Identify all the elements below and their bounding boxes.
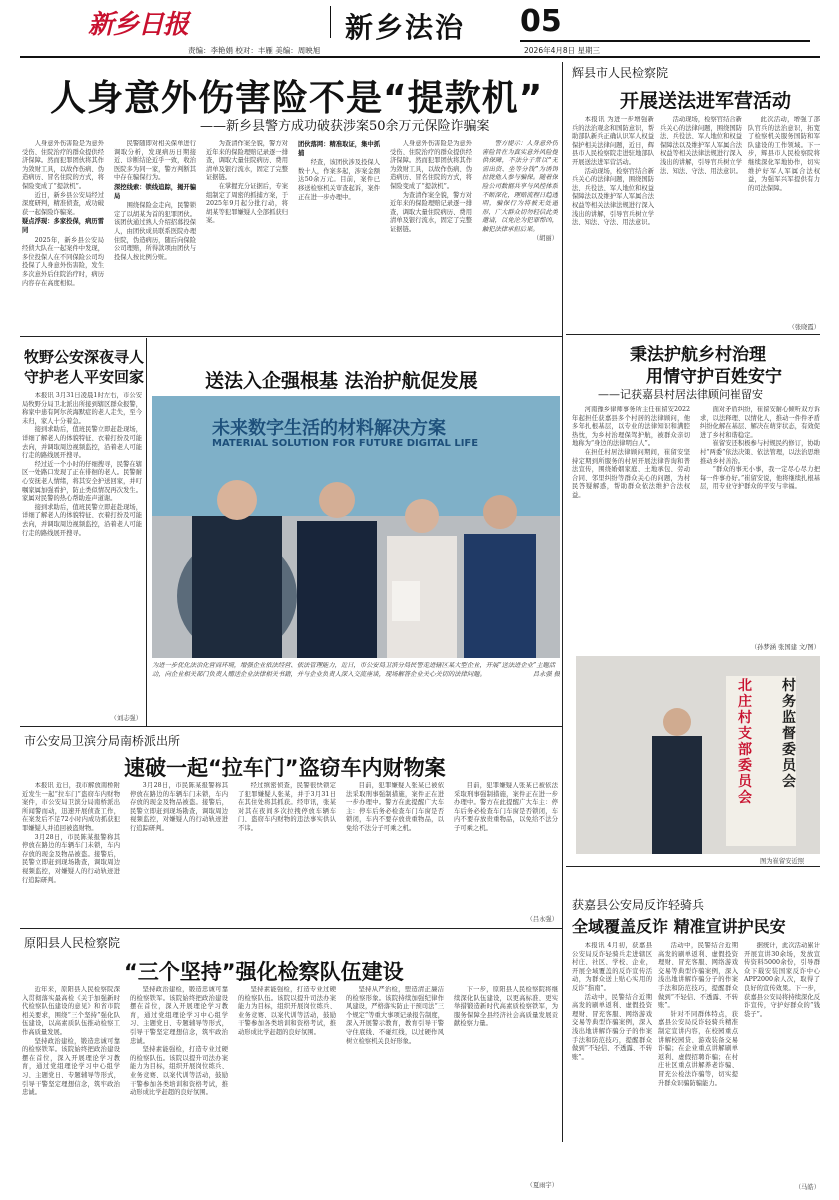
hui-col-2	[660, 116, 742, 318]
photo-caption-text: 为进一步优化法治化营商环境，增强企业依法经营、依法管理能力，近日，市公安局卫滨分局民警走进辖区某大型企业，开展“送法进企业”主题活动，向企业相关部门负责人赠送企业法律相关书籍，并与企业负责人深入交流座谈，现场解答企业关心关切的法律问题。	[152, 662, 556, 678]
huojia-para: 据统计，此次活动累计开展宣讲30余场，发放宣传资料5000余份，引导群众下载安装国家反诈中心APP2000余人次，取得了良好的宣传效果。下一步，获嘉县公安局将持续深化反诈宣传，守护好群众的“钱袋子”。	[744, 942, 820, 1018]
chuan-para: 目前，犯罪嫌疑人张某已被依法采取刑事强制措施，案件正在进一步办理中。警方在此提醒广大车主：停车后务必检查车门车窗是否锁闭，车内不要存放贵重物品，以免给不法分子可乘之机。	[346, 782, 444, 832]
chuan-author: （吕永强）	[526, 916, 558, 923]
chuan-para: 3月28日，市民陈某报警称其停放在路边的车辆车门未锁，车内存放的现金及物品被盗。接警后，民警立即赶到现场勘查，调取周边视频监控，对嫌疑人的行动轨迹进行追踪研判。	[22, 833, 120, 884]
chuan-para: 3月28日，市民陈某报警称其停放在路边的车辆车门未锁，车内存放的现金及物品被盗。接警后，民警立即赶到现场勘查，调取周边视频监控，对嫌疑人的行动轨迹进行追踪研判。	[130, 782, 228, 832]
newspaper-logo	[78, 4, 284, 38]
main-col-6	[482, 140, 558, 330]
huojia-kicker: 获嘉县公安局反诈轻骑兵	[572, 898, 705, 912]
main-para: 为查清作案全貌，警方对近年来的保险理赔记录逐一排查，调取大量住院病历、费用清单及银行流水，固定了完整证据链。	[390, 191, 472, 233]
muye-divider	[146, 338, 147, 726]
qin-para: 面对矛盾纠纷，崔留安耐心倾听双方诉求，以法释理、以情化人，推动一件件矛盾纠纷化解在基层、解决在萌芽状态，有效促进了乡村和谐稳定。	[700, 406, 820, 439]
yuan-para: 近年来，原阳县人民检察院深入贯彻落实最高检《关于加强新时代检察队伍建设的意见》和省市院相关要求，围绕“三个坚持”强化队伍建设，以高素质队伍推动检察工作高质量发展。	[22, 986, 120, 1036]
main-subheading: 深挖线索：锁线追踪，揭开骗局	[114, 183, 196, 200]
main-para: 为查清作案全貌，警方对近年来的保险理赔记录逐一排查，调取大量住院病历、费用清单及银行流水，固定了完整证据链。	[206, 140, 288, 182]
chuan-para: 目前，犯罪嫌疑人张某已被依法采取刑事强制措施，案件正在进一步办理中。警方在此提醒广大车主：停车后务必检查车门车窗是否锁闭，车内不要存放贵重物品，以免给不法分子可乘之机。	[454, 782, 558, 832]
huojia-col-3	[744, 942, 820, 1178]
muye-para: 接到求助后，值班民警立即赶赴现场，详细了解老人的体貌特征、衣着打扮及可能去向，并调取周边视频监控，沿着老人可能行走的路线展开搜寻。	[22, 503, 142, 537]
chuan-col-3	[238, 782, 336, 922]
main-para: 人身意外伤害险是为意外受伤、住院治疗的群众提供经济保障。然而犯罪团伙将其作为敛财工具，以故作伤病、伪造病历、冒名住院的方式，将保险变成了“提款机”。	[22, 140, 104, 190]
main-author: （胡丽）	[532, 234, 558, 242]
hui-para: 此次活动，增强了部队官兵的法治意识，拓宽了检察机关服务国防和军队建设的工作领域。下一步，辉县市人民检察院将继续深化军地协作，切实维护好军人军属合法权益，为强军兴军提供有力的司法保障。	[748, 116, 820, 192]
muye-title-2: 守护老人平安回家	[24, 368, 145, 386]
photo-image	[152, 396, 560, 658]
hui-author: （张晓霞）	[788, 324, 820, 331]
muye-author: （刘志强）	[110, 715, 142, 722]
muye-body	[22, 392, 142, 712]
huojia-col-1	[572, 942, 652, 1188]
section-rule-2	[20, 726, 562, 727]
main-col-5	[390, 140, 472, 330]
hui-kicker: 辉县市人民检察院	[572, 66, 669, 80]
photo-caption	[152, 662, 560, 718]
chuan-col-4	[346, 782, 444, 922]
masthead	[0, 0, 839, 62]
yuan-col-2	[130, 986, 228, 1186]
huojia-para: 活动中，民警结合近期高发的刷单返利、虚假投资理财、冒充客服、网络游戏交易等典型诈骗案例，深入浅出地讲解诈骗分子的作案手法和防范技巧，提醒群众做到“不轻信、不透露、不转账”。	[572, 993, 652, 1061]
hui-col-3	[748, 116, 820, 318]
chuan-col-1	[22, 782, 120, 922]
main-col-2	[114, 140, 196, 330]
main-para: 近日，新乡县公安局经过深度研判，精准侦查，成功破获一起保险诈骗案。	[22, 191, 104, 216]
qin-author: （孙梦涵 张国建 文/图）	[750, 644, 820, 651]
main-para: 在掌握充分证据后，专案组制定了周密的抓捕方案，于2025年9月起分批行动，将胡某等犯罪嫌疑人全部抓获归案。	[206, 182, 288, 225]
qin-para: “群众的事无小事，我一定尽心尽力把每一件事办好。”崔留安说，他将继续扎根基层，用专业守护群众的平安与幸福。	[700, 466, 820, 491]
main-para: 经查，该团伙涉及投保人数十人，作案多起，涉案金额达50余万元。目前，案件已移送检察机关审查起诉，案件正在进一步办理中。	[298, 159, 380, 201]
right-rule-1	[566, 334, 820, 335]
muye-para: 接到求助后，值班民警立即赶赴现场，详细了解老人的体貌特征、衣着打扮及可能去向，并调取周边视频监控，沿着老人可能行走的路线展开搜寻。	[22, 426, 142, 460]
yuan-col-4	[346, 986, 444, 1186]
hui-title: 开展送法进军营活动	[620, 90, 792, 112]
chuan-col-5	[454, 782, 558, 912]
huojia-title: 全域覆盖反诈 精准宣讲护民安	[572, 917, 786, 936]
section-title: 新乡法治	[345, 11, 466, 44]
qin-para: 在担任村居法律顾问期间，崔留安坚持定期到所服务的村居开展法律咨询和普法宣传，围绕婚姻家庭、土地承包、劳动合同、邻里纠纷等群众关心的问题，为村民答疑解惑，帮助群众依法维护合法权益。	[572, 448, 690, 499]
main-col-1	[22, 140, 104, 330]
section-rule-1	[20, 336, 562, 337]
masthead-rule	[20, 56, 820, 58]
huojia-para: 活动中，民警结合近期高发的刷单返利、虚假投资理财、冒充客服、网络游戏交易等典型诈骗案例，深入浅出地讲解诈骗分子的作案手法和防范技巧，提醒群众做到“不轻信、不透露、不转账”。	[658, 942, 738, 1010]
hui-para: 活动现场，检察官结合新兵关心的法律问题，围绕国防法、兵役法、军人地位和权益保障法以及维护军人军属合法权益等相关法律法规进行深入浅出的讲解，引导官兵树立学法、知法、守法、用法意识。	[572, 167, 654, 227]
yuan-title: “三个坚持”强化检察队伍建设	[124, 960, 404, 984]
main-para: 围绕保险金走向，民警锁定了以胡某为首的犯罪团伙。该团伙通过熟人介绍招募投保人，由团伙成员联系医院办理住院，伪造病历，随后向保险公司理赔，所得款项由团伙与投保人按比例分赃。	[114, 202, 196, 261]
right-rule-2	[566, 866, 820, 867]
yuan-para: 坚持政治建检，锻造忠诚可靠的检察铁军。该院始终把政治建设摆在首位，深入开展理论学习教育，通过党组理论学习中心组学习、主题党日、专题辅导等形式，引导干警坚定理想信念，筑牢政治忠诚。	[22, 1037, 120, 1097]
photo-banner-text: 未来数字生活的材料解决方案	[212, 418, 446, 439]
muye-para: 经过近一个小时的仔细搜寻，民警在辖区一处路口发现了正在徘徊的老人。民警耐心安抚老人情绪，将其安全护送回家，并叮嘱家属加强看护，防止类似情况再次发生。家属对民警的热心帮助连声道谢。	[22, 460, 142, 503]
main-para: 2025年，新乡县公安局经侦大队在一起案件中发现，多位投保人在不同保险公司均投保了人身意外伤害险，发生多次意外后住院治疗时，病历内容存在高度相似。	[22, 236, 104, 287]
yuan-col-1	[22, 986, 120, 1186]
chuan-kicker: 市公安局卫滨分局南桥派出所	[24, 734, 181, 748]
main-para: 人身意外伤害险是为意外受伤、住院治疗的群众提供经济保障。然而犯罪团伙将其作为敛财工具，以故作伤病、伪造病历、冒名住院的方式，将保险变成了“提款机”。	[390, 140, 472, 190]
yuan-para: 坚持素能强检，打造专业过硬的检察队伍。该院以提升司法办案能力为目标，组织开展岗位练兵、业务竞赛、以案代训等活动，鼓励干警参加各类培训和资格考试，推动形成比学赶超的良好氛围。	[238, 986, 336, 1036]
yuan-para: 坚持素能强检，打造专业过硬的检察队伍。该院以提升司法办案能力为目标，组织开展岗位练兵、业务竞赛、以案代训等活动，鼓励干警参加各类培训和资格考试，推动形成比学赶超的良好氛围。	[130, 1046, 228, 1097]
hui-para: 活动现场，检察官结合新兵关心的法律问题，围绕国防法、兵役法、军人地位和权益保障法以及维护军人军属合法权益等相关法律法规进行深入浅出的讲解，引导官兵树立学法、知法、守法、用法意识。	[660, 116, 742, 175]
main-subtitle: ——新乡县警方成功破获涉案50余万元保险诈骗案	[200, 119, 490, 134]
logo-text: 新乡日报	[88, 10, 189, 40]
photo-banner-text-en: MATERIAL SOLUTION FOR FUTURE DIGITAL LIFE	[212, 438, 479, 449]
qin-para: 崔留安还积极参与村规民约修订，协助村“两委”依法决策、依法管理，以法治思维推动乡村善治。	[700, 440, 820, 465]
huojia-para: 针对不同群体特点，获嘉县公安局反诈轻骑兵精准制定宣讲内容，在校园重点讲解校园贷、游戏装备交易诈骗；在企业重点讲解刷单返利、虚假招聘诈骗；在村庄社区重点讲解养老诈骗、冒充公检法诈骗等，切实提升群众识骗防骗能力。	[658, 1010, 738, 1087]
chuan-col-2	[130, 782, 228, 922]
huojia-para: 本报讯 4月初，获嘉县公安局反诈轻骑兵走进辖区村庄、社区、学校、企业，开展全域覆盖的反诈宣传活动，为群众送上贴心实用的反诈“指南”。	[572, 942, 652, 992]
issue-date: 2026年4月8日 星期三	[524, 46, 601, 55]
hui-col-1	[572, 116, 654, 318]
section-rule-3	[20, 928, 562, 929]
chuan-title: 速破一起“拉车门”盗窃车内财物案	[124, 756, 446, 780]
main-subheading: 疑点浮现：多家投保，病历雷同	[22, 218, 104, 234]
chuan-para: 经过缜密侦查，民警很快锁定了犯罪嫌疑人张某，并于3月31日在其住处将其抓获。经审讯，张某对其在夜间多次拉拽停放车辆车门、盗窃车内财物的违法事实供认不讳。	[238, 782, 336, 832]
masthead-divider	[330, 6, 331, 38]
qin-para: 河南豫乡律师事务所主任崔留安2022年起担任获嘉县多个村居的法律顾问，他多年扎根基层，以专业的法律知识和满腔热忱，为乡村治理保驾护航，被群众亲切地称为“身边的法律明白人”。	[572, 406, 690, 448]
page-number: 05	[520, 4, 562, 39]
yuan-para: 坚持政治建检，锻造忠诚可靠的检察铁军。该院始终把政治建设摆在首位，深入开展理论学习教育，通过党组理论学习中心组学习、主题党日、专题辅导等形式，引导干警坚定理想信念，筑牢政治忠诚。	[130, 986, 228, 1045]
muye-title-1: 牧野公安深夜寻人	[24, 348, 145, 366]
qin-photo-banner-2: 北庄村支部委员会	[738, 678, 752, 806]
hui-para: 本报讯 为进一步增强新兵的法治观念和国防意识，帮助部队新兵正确认识军人权益保护相关法律问题，近日，辉县市人民检察院走进驻地部队开展送法进军营活动。	[572, 116, 654, 166]
main-headline: 人身意外伤害险不是“提款机”	[50, 78, 544, 119]
yuan-para: 下一步，原阳县人民检察院将继续深化队伍建设，以更高标准、更实举措锻造新时代高素质检察铁军，为服务保障全县经济社会高质量发展贡献检察力量。	[454, 986, 558, 1028]
qin-photo	[576, 656, 820, 854]
police-note: 警方提示：人身意外伤害险旨在为真实意外风险提供保障，不法分子常以“无需出资、坐等分钱”为诱饵拉拢他人参与骗保。随着保险公司数据共享与风控体系不断深化，理赔流程日趋透明，骗保行为将被无处遁形，广大群众切勿轻信此类邀请，以免沦为犯罪帮凶，触犯法律承担后果。	[482, 140, 558, 233]
chuan-para: 本报讯 近日，我市解放南桥附近发生一起“拉车门”盗窃车内财物案件，市公安局卫滨分局南桥派出所闻警而动，迅速开展侦查工作，在案发后不足72小时内成功抓获犯罪嫌疑人并追回被盗财物。	[22, 782, 120, 832]
yuan-author: （夏雨宇）	[526, 1182, 558, 1189]
right-column-divider	[562, 62, 563, 1142]
main-col-3	[206, 140, 288, 330]
main-col-4	[298, 140, 380, 330]
yuan-kicker: 原阳县人民检察院	[24, 936, 121, 950]
yuan-para: 坚持从严治检，塑造清正廉洁的检察形象。该院持续加强纪律作风建设，严格落实防止干预司法“三个规定”等重大事项记录报告制度，深入开展警示教育，教育引导干警守住底线、不碰红线，以过硬作风树立检察机关良好形象。	[346, 986, 444, 1045]
qin-col-2	[700, 406, 820, 636]
photo-title: 送法入企强根基 法治护航促发展	[205, 370, 478, 392]
main-para: 民警随即对相关保单进行调取分析，发现病历日期接近、诊断结论近乎一致，收治医院多为同一家，警方判断其中存在骗保行为。	[114, 140, 196, 182]
muye-para: 本报讯 3月31日凌晨1时左右，市公安局牧野分局卫北派出所接到辖区群众报警，称家中患有阿尔茨海默症的老人走失，至今未归，家人十分着急。	[22, 392, 142, 425]
page-number-underline	[520, 40, 810, 42]
qin-title-2: 用情守护百姓安宁	[646, 367, 782, 387]
yuan-col-3	[238, 986, 336, 1186]
qin-subtitle: ——记获嘉县村居法律顾问崔留安	[598, 388, 763, 401]
huojia-col-2	[658, 942, 738, 1188]
qin-photo-banner: 村务监督委员会	[782, 678, 796, 790]
qin-title-1: 秉法护航乡村治理	[630, 345, 766, 365]
yuan-col-5	[454, 986, 558, 1176]
qin-col-1	[572, 406, 690, 636]
main-subheading: 团伙落网：精准取证，集中抓捕	[298, 141, 380, 157]
editors-line: 责编：李艳娟 校对：丰雁 美编：周映旭	[188, 46, 321, 55]
photo-credit: 吕永强 摄	[532, 670, 560, 678]
huojia-author: （马皓）	[794, 1184, 820, 1191]
qin-photo-caption: 图为崔留安近照	[760, 858, 805, 865]
